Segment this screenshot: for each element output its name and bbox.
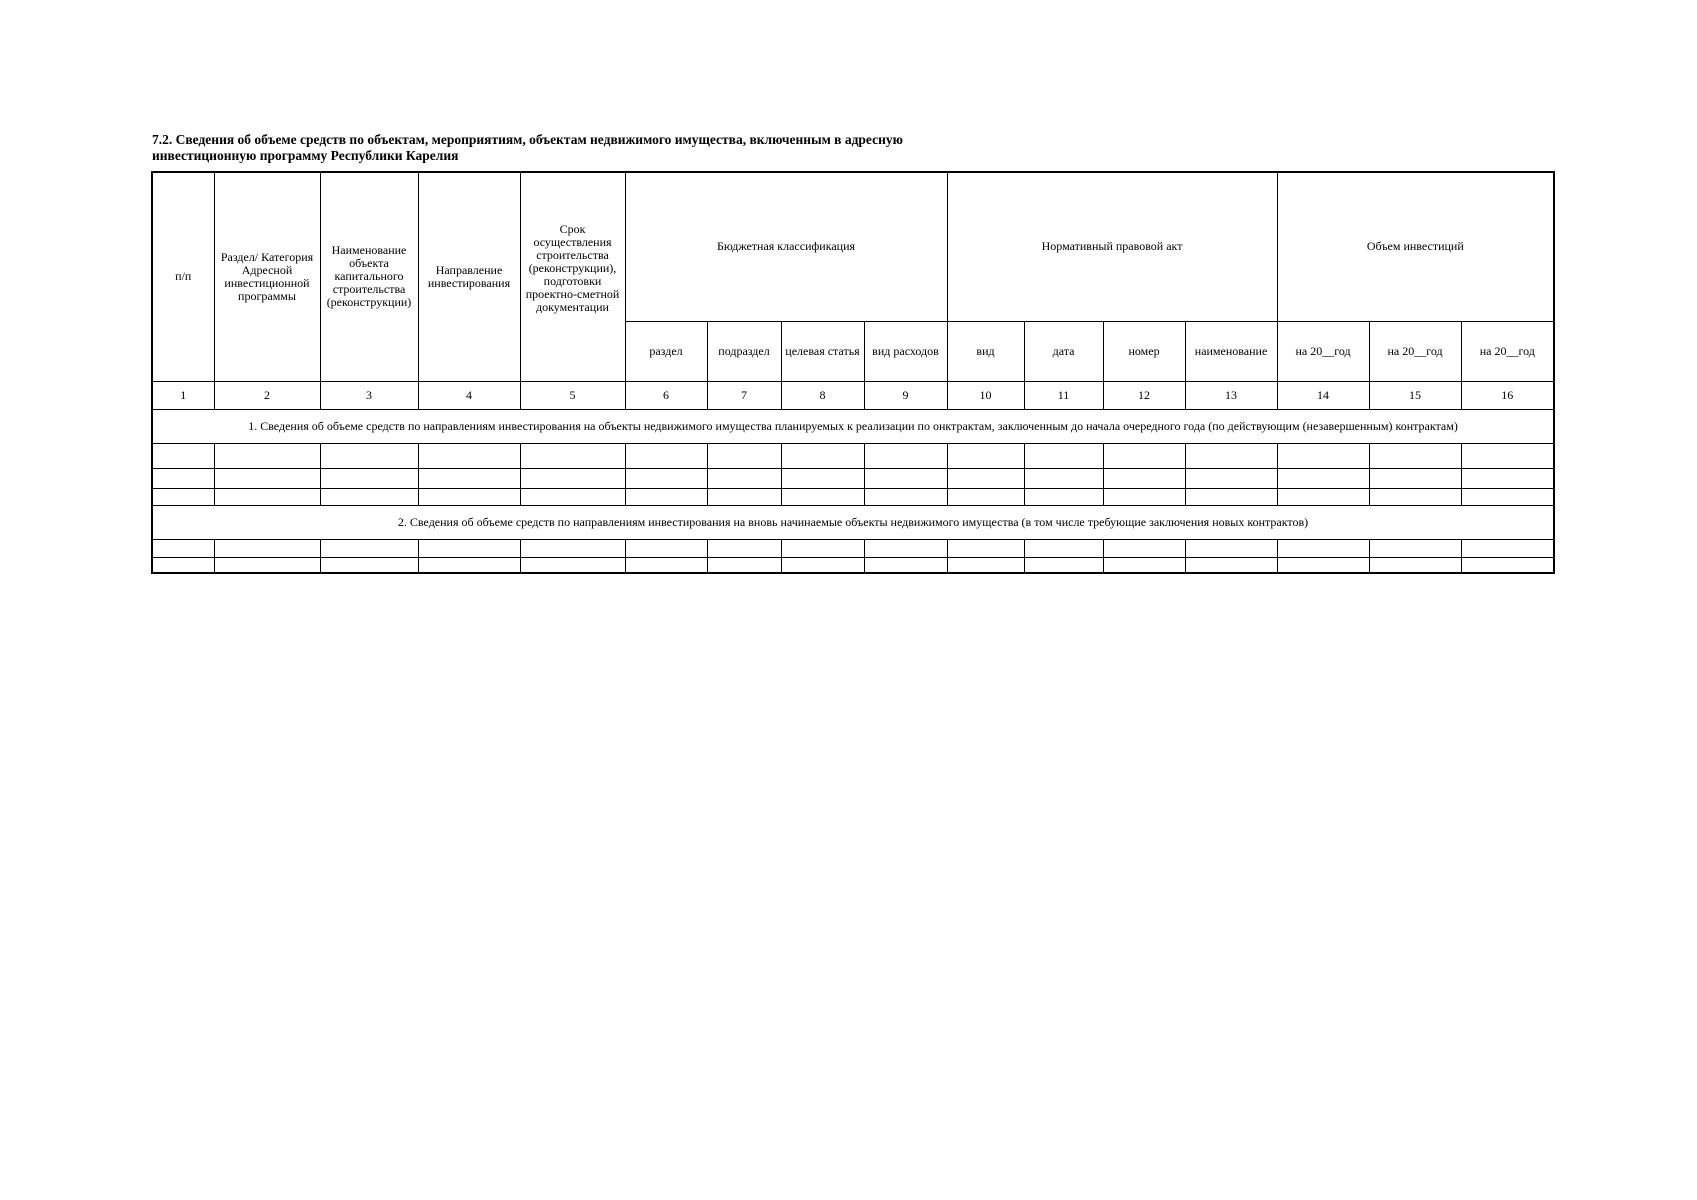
table-cell[interactable]: [214, 468, 320, 488]
header-section-category: Раздел/ Категория Адресной инвестиционной программы: [214, 172, 320, 381]
table-cell[interactable]: [1185, 557, 1277, 573]
table-cell[interactable]: [864, 443, 947, 468]
table-cell[interactable]: [214, 539, 320, 557]
table-cell[interactable]: [781, 468, 864, 488]
table-cell[interactable]: [864, 468, 947, 488]
table-cell[interactable]: [214, 443, 320, 468]
table-cell[interactable]: [320, 539, 418, 557]
table-cell[interactable]: [1185, 468, 1277, 488]
column-number: 12: [1103, 381, 1185, 409]
table-cell[interactable]: [707, 468, 781, 488]
section-2-title: 2. Сведения об объеме средств по направлениям инвестирования на вновь начинаемые объекты недвижимого имущества (в том числе требующие заключения новых контрактов): [152, 505, 1554, 539]
column-number: 16: [1461, 381, 1554, 409]
table-cell[interactable]: [1369, 488, 1461, 505]
table-cell[interactable]: [1277, 488, 1369, 505]
table-row: [152, 539, 1554, 557]
table-cell[interactable]: [418, 488, 520, 505]
table-row: [152, 468, 1554, 488]
header-normative-act: Нормативный правовой акт: [947, 172, 1277, 321]
table-cell[interactable]: [781, 539, 864, 557]
table-cell[interactable]: [1024, 443, 1103, 468]
table-cell[interactable]: [1461, 443, 1554, 468]
table-cell[interactable]: [1024, 557, 1103, 573]
table-cell[interactable]: [864, 488, 947, 505]
column-number: 6: [625, 381, 707, 409]
table-cell[interactable]: [320, 557, 418, 573]
table-cell[interactable]: [1103, 557, 1185, 573]
investment-table: [151, 171, 1555, 574]
table-cell[interactable]: [152, 488, 214, 505]
table-cell[interactable]: [1103, 468, 1185, 488]
table-cell[interactable]: [1369, 468, 1461, 488]
table-cell[interactable]: [1277, 539, 1369, 557]
table-cell[interactable]: [625, 443, 707, 468]
header-term: Срок осуществления строительства (реконструкции), подготовки проектно-сметной документации: [520, 172, 625, 381]
table-cell[interactable]: [320, 488, 418, 505]
table-cell[interactable]: [520, 539, 625, 557]
table-cell[interactable]: [520, 488, 625, 505]
table-cell[interactable]: [707, 557, 781, 573]
subheader-date: дата: [1024, 321, 1103, 381]
column-number: 14: [1277, 381, 1369, 409]
column-number: 8: [781, 381, 864, 409]
header-budget-classification: Бюджетная классификация: [625, 172, 947, 321]
table-cell[interactable]: [1277, 468, 1369, 488]
subheader-expense-type: вид расходов: [864, 321, 947, 381]
table-cell[interactable]: [1369, 443, 1461, 468]
table-cell[interactable]: [781, 488, 864, 505]
table-cell[interactable]: [1277, 443, 1369, 468]
table-row: [152, 557, 1554, 573]
table-cell[interactable]: [418, 443, 520, 468]
table-cell[interactable]: [625, 557, 707, 573]
table-cell[interactable]: [707, 443, 781, 468]
table-cell[interactable]: [1103, 488, 1185, 505]
subheader-razdel: раздел: [625, 321, 707, 381]
header-object-name: Наименование объекта капитального строительства (реконструкции): [320, 172, 418, 381]
table-cell[interactable]: [1185, 539, 1277, 557]
table-cell[interactable]: [418, 557, 520, 573]
column-number: 1: [152, 381, 214, 409]
table-cell[interactable]: [781, 443, 864, 468]
title-line-2: инвестиционную программу Республики Карелия: [152, 148, 459, 163]
table-cell[interactable]: [1369, 557, 1461, 573]
table-cell[interactable]: [152, 443, 214, 468]
table-cell[interactable]: [418, 539, 520, 557]
table-cell[interactable]: [625, 468, 707, 488]
table-cell[interactable]: [947, 557, 1024, 573]
table-cell[interactable]: [1369, 539, 1461, 557]
header-direction: Направление инвестирования: [418, 172, 520, 381]
column-number: 7: [707, 381, 781, 409]
table-cell[interactable]: [625, 488, 707, 505]
table-cell[interactable]: [1461, 557, 1554, 573]
column-number: 11: [1024, 381, 1103, 409]
table-cell[interactable]: [781, 557, 864, 573]
subheader-target: целевая статья: [781, 321, 864, 381]
header-row-1: [152, 172, 1554, 321]
column-number: 4: [418, 381, 520, 409]
header-investment-volume: Объем инвестиций: [1277, 172, 1554, 321]
table-cell[interactable]: [418, 468, 520, 488]
table-cell[interactable]: [947, 539, 1024, 557]
section-2-row: [152, 505, 1554, 539]
table-cell[interactable]: [1461, 488, 1554, 505]
table-cell[interactable]: [1024, 468, 1103, 488]
column-number: 9: [864, 381, 947, 409]
table-cell[interactable]: [707, 488, 781, 505]
table-cell[interactable]: [947, 443, 1024, 468]
table-cell[interactable]: [1185, 443, 1277, 468]
table-cell[interactable]: [520, 557, 625, 573]
table-cell[interactable]: [1461, 539, 1554, 557]
table-cell[interactable]: [320, 443, 418, 468]
table-row: [152, 443, 1554, 468]
column-number: 15: [1369, 381, 1461, 409]
subheader-vid: вид: [947, 321, 1024, 381]
table-cell[interactable]: [947, 488, 1024, 505]
table-row: [152, 488, 1554, 505]
table-cell[interactable]: [864, 539, 947, 557]
subheader-year-3: на 20__год: [1461, 321, 1554, 381]
table-cell[interactable]: [1277, 557, 1369, 573]
table-cell[interactable]: [152, 539, 214, 557]
page-title: [152, 132, 903, 164]
column-numbers-row: [152, 381, 1554, 409]
table-cell[interactable]: [214, 557, 320, 573]
subheader-year-1: на 20__год: [1277, 321, 1369, 381]
table-cell[interactable]: [1024, 488, 1103, 505]
table-cell[interactable]: [864, 557, 947, 573]
column-number: 10: [947, 381, 1024, 409]
column-number: 2: [214, 381, 320, 409]
table-cell[interactable]: [214, 488, 320, 505]
subheader-podrazdel: подраздел: [707, 321, 781, 381]
table-cell[interactable]: [152, 468, 214, 488]
column-number: 5: [520, 381, 625, 409]
table-cell[interactable]: [1024, 539, 1103, 557]
section-1-row: [152, 409, 1554, 443]
title-line-1: 7.2. Сведения об объеме средств по объектам, мероприятиям, объектам недвижимого имущества, включенным в адресную: [152, 132, 903, 147]
subheader-name: наименование: [1185, 321, 1277, 381]
table-cell[interactable]: [1461, 468, 1554, 488]
table-cell[interactable]: [947, 468, 1024, 488]
column-number: 13: [1185, 381, 1277, 409]
table-cell[interactable]: [520, 443, 625, 468]
table-cell[interactable]: [707, 539, 781, 557]
table-cell[interactable]: [1103, 443, 1185, 468]
header-pp: п/п: [152, 172, 214, 381]
column-number: 3: [320, 381, 418, 409]
table-cell[interactable]: [320, 468, 418, 488]
table-cell[interactable]: [625, 539, 707, 557]
subheader-number: номер: [1103, 321, 1185, 381]
table-cell[interactable]: [1103, 539, 1185, 557]
subheader-year-2: на 20__год: [1369, 321, 1461, 381]
table-cell[interactable]: [520, 468, 625, 488]
section-1-title: 1. Сведения об объеме средств по направлениям инвестирования на объекты недвижимого имущества планируемых к реализации по онктрактам, заключенным до начала очередного года (по действующим (незавершенным) контрактам): [152, 409, 1554, 443]
table-cell[interactable]: [1185, 488, 1277, 505]
table-cell[interactable]: [152, 557, 214, 573]
